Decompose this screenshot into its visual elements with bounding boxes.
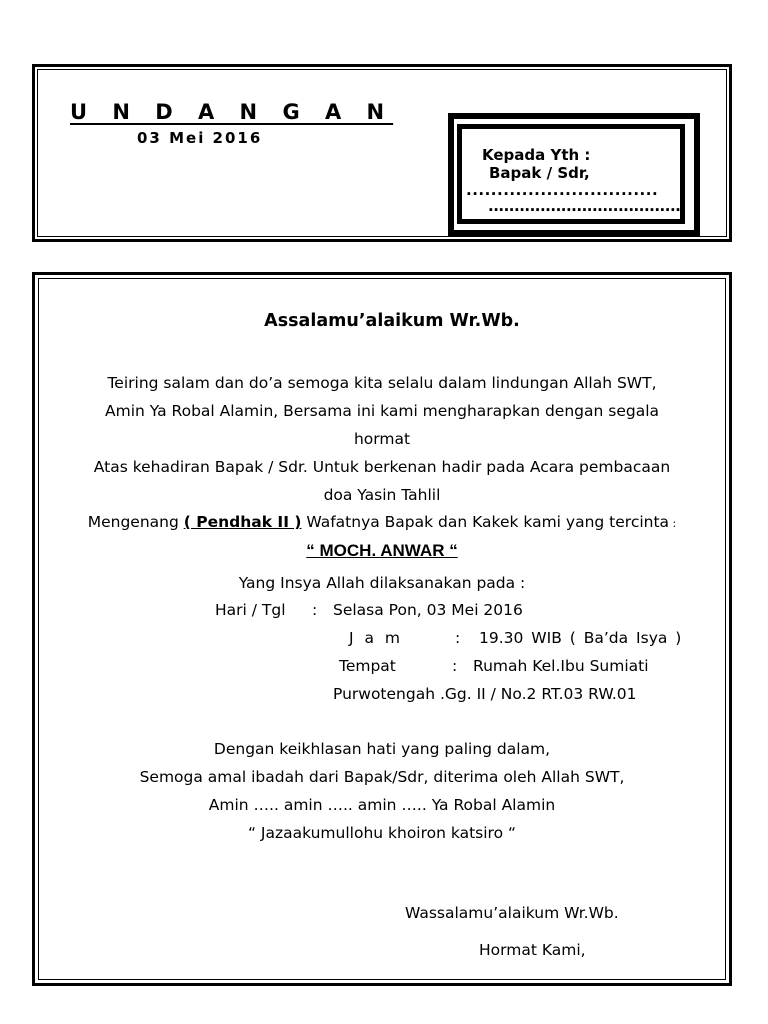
closing-salam: Wassalamu’alaikum Wr.Wb. [405,904,619,922]
closing-line-4: “ Jazaakumullohu khoiron katsiro “ [247,824,517,842]
time-label: J a m [349,629,404,647]
opening-greeting: Assalamu’alaikum Wr.Wb. [264,311,520,331]
closing-line-2: Semoga amal ibadah dari Bapak/Sdr, diterima oleh Allah SWT, [139,768,625,786]
time-colon: : [455,629,461,647]
place-label: Tempat [339,657,396,675]
recipient-blank-line-1: ............................... [466,181,659,199]
recipient-label: Kepada Yth : [482,146,591,164]
body-line-1: Teiring salam dan do’a semoga kita selalu dalam lindungan Allah SWT, [107,374,657,392]
deceased-name: “ MOCH. ANWAR “ [306,541,458,560]
recipient-blank-line-2: ...................................... [488,197,686,215]
invitation-title: U N D A N G A N [70,100,394,124]
day-label: Hari / Tgl [215,601,286,619]
day-value: Selasa Pon, 03 Mei 2016 [333,601,523,619]
closing-line-3: Amin ….. amin ….. amin ….. Ya Robal Alamin [208,796,556,814]
commemoration-prefix: Mengenang [87,513,184,531]
place-address: Purwotengah .Gg. II / No.2 RT.03 RW.01 [333,685,637,703]
held-on-line: Yang Insya Allah dilaksanakan pada : [238,574,526,592]
commemoration-event: ( Pendhak II ) [183,513,302,531]
commemoration-line [38,513,726,531]
place-value: Rumah Kel.Ibu Sumiati [473,657,649,675]
recipient-name: Bapak / Sdr, [489,164,590,182]
commemoration-suffix: Wafatnya Bapak dan Kakek kami yang tercinta [301,513,670,531]
body-line-4: Atas kehadiran Bapak / Sdr. Untuk berkenan hadir pada Acara pembacaan [93,458,671,476]
time-value: 19.30 WIB ( Ba’da Isya ) [479,629,682,647]
day-colon: : [312,601,318,619]
body-line-5: doa Yasin Tahlil [323,486,441,504]
body-line-3: hormat [353,430,411,448]
invitation-date: 03 Mei 2016 [137,129,263,147]
place-colon: : [452,657,458,675]
signoff: Hormat Kami, [479,941,586,959]
body-line-2: Amin Ya Robal Alamin, Bersama ini kami mengharapkan dengan segala [105,402,659,420]
commemoration-colon: : [669,517,677,530]
closing-line-1: Dengan keikhlasan hati yang paling dalam, [213,740,551,758]
